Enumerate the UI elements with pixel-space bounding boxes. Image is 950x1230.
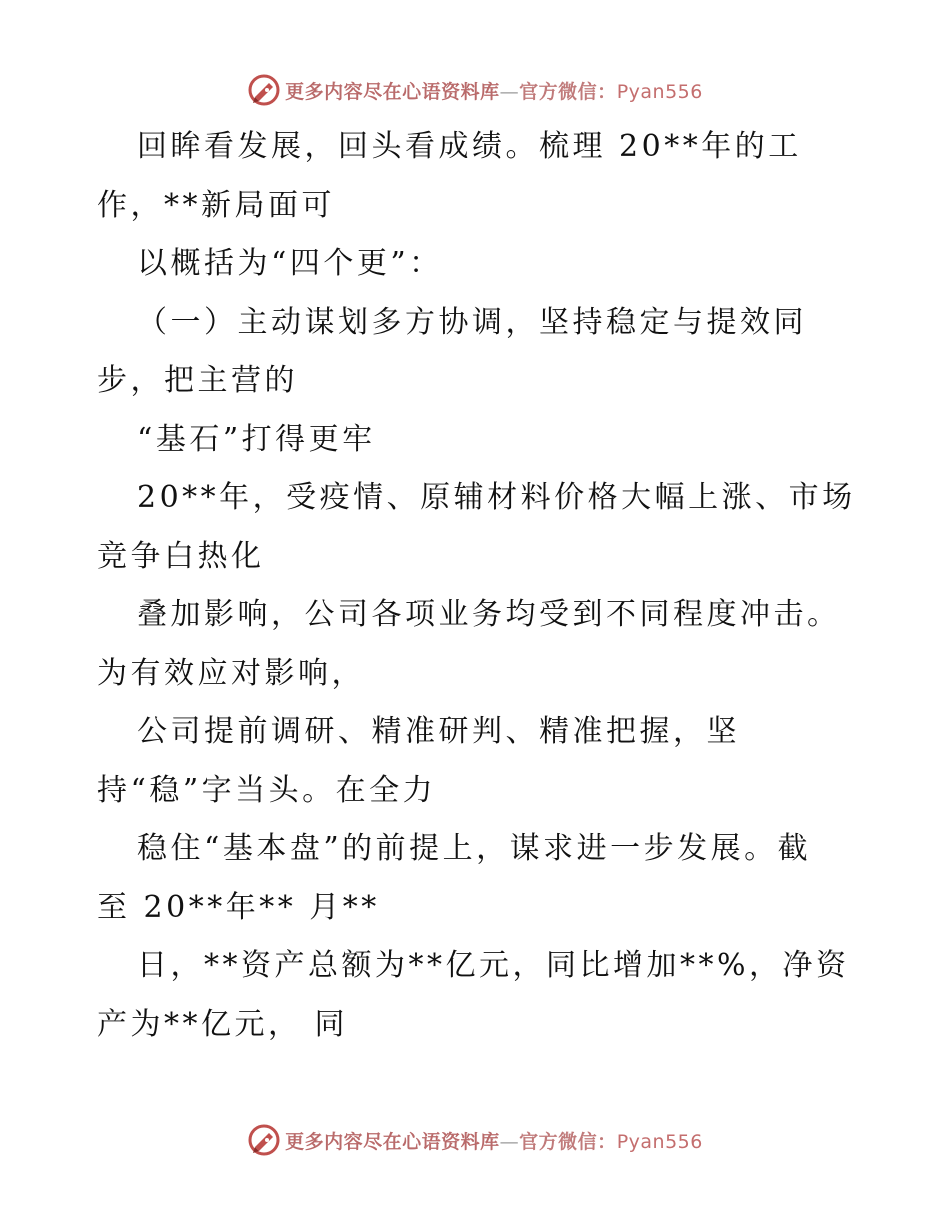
body-line: “基石”打得更牢 — [137, 421, 376, 457]
watermark-id: Pyan556 — [616, 1130, 703, 1153]
document-body — [97, 118, 867, 1054]
body-line: 20**年，受疫情、原辅材料价格大幅上涨、市场 — [137, 480, 856, 515]
body-line: 回眸看发展，回头看成绩。梳理 20**年的工 — [137, 129, 802, 164]
watermark-label: 官方微信： — [519, 80, 617, 103]
pen-logo-icon — [247, 1123, 281, 1157]
watermark-header — [0, 70, 950, 110]
body-line: 产为**亿元， 同 — [97, 1006, 349, 1042]
watermark-id: Pyan556 — [616, 80, 703, 103]
body-line: 以概括为“四个更”： — [137, 246, 443, 281]
pen-logo-icon — [247, 73, 281, 107]
body-line: 至 20**年** 月** — [97, 889, 380, 925]
watermark-main-text: 更多内容尽在心语资料库 — [285, 80, 500, 103]
body-line: 日，**资产总额为**亿元，同比增加**%，净资 — [137, 948, 850, 983]
body-line: 叠加影响，公司各项业务均受到不同程度冲击。 — [137, 597, 841, 632]
body-line: 作，**新局面可 — [97, 187, 335, 223]
watermark-separator: — — [499, 1130, 520, 1153]
body-line: （一）主动谋划多方协调，坚持稳定与提效同 — [137, 304, 807, 340]
watermark-label: 官方微信： — [519, 1130, 617, 1153]
body-line: 竞争白热化 — [97, 538, 265, 574]
watermark-footer — [0, 1120, 950, 1160]
watermark-main-text: 更多内容尽在心语资料库 — [285, 1130, 500, 1153]
body-line: 稳住“基本盘”的前提上，谋求进一步发展。截 — [137, 831, 812, 866]
body-line: 步，把主营的 — [97, 363, 298, 398]
body-line: 公司提前调研、精准研判、精准把握，坚 — [137, 714, 740, 749]
body-line: 为有效应对影响， — [97, 655, 365, 691]
watermark-separator: — — [499, 80, 520, 103]
body-line: 持“稳”字当头。在全力 — [97, 772, 437, 808]
